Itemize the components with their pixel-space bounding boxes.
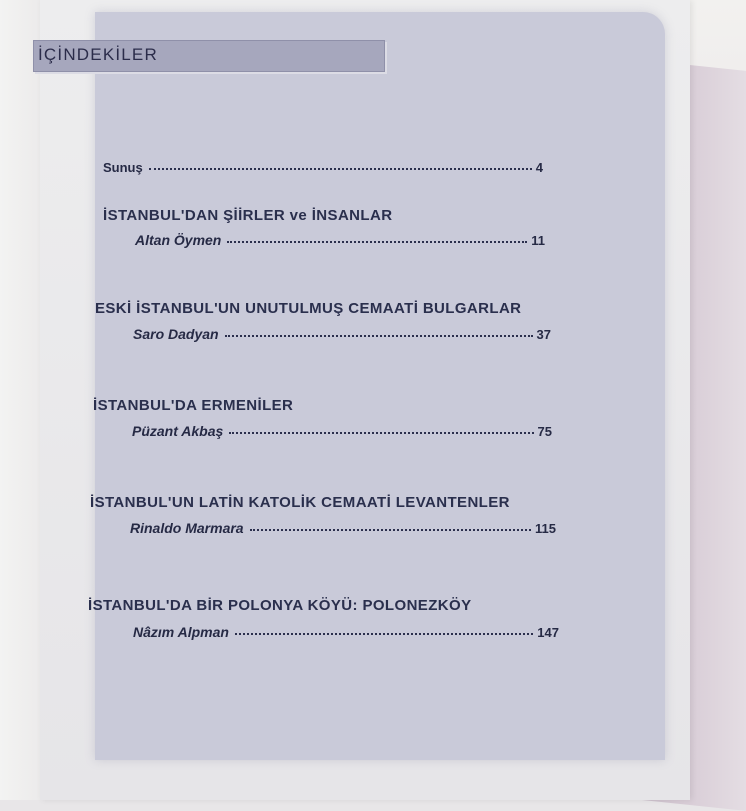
section-title[interactable]: ESKİ İSTANBUL'UN UNUTULMUŞ CEMAATİ BULGARLAR: [95, 300, 522, 317]
dot-leader: [227, 241, 527, 243]
section-title[interactable]: İSTANBUL'DAN ŞİİRLER ve İNSANLAR: [103, 207, 393, 224]
intro-label: Sunuş: [103, 160, 143, 175]
contents-heading: İÇİNDEKİLER: [38, 45, 158, 64]
page-number: 11: [531, 233, 545, 248]
toc-entry-author[interactable]: [130, 520, 556, 536]
author-name: Rinaldo Marmara: [130, 520, 244, 536]
background-left: [0, 0, 40, 800]
author-name: Nâzım Alpman: [133, 624, 229, 640]
author-name: Altan Öymen: [135, 232, 222, 248]
toc-entry-intro[interactable]: [103, 160, 543, 175]
toc-entry-author[interactable]: [133, 624, 559, 640]
toc-entry-author[interactable]: [135, 232, 545, 248]
dot-leader: [149, 168, 532, 170]
dot-leader: [235, 633, 533, 635]
dot-leader: [229, 432, 533, 434]
dot-leader: [250, 529, 531, 531]
section-title[interactable]: İSTANBUL'UN LATİN KATOLİK CEMAATİ LEVANTENLER: [90, 494, 510, 511]
contents-panel: [95, 12, 665, 760]
toc-entry-author[interactable]: [132, 423, 552, 439]
page-number: 115: [535, 521, 556, 536]
toc-entry-author[interactable]: [133, 326, 551, 342]
section-title[interactable]: İSTANBUL'DA BİR POLONYA KÖYÜ: POLONEZKÖY: [88, 597, 472, 614]
section-title[interactable]: İSTANBUL'DA ERMENİLER: [93, 397, 294, 414]
page-number: 37: [536, 327, 551, 342]
author-name: Püzant Akbaş: [132, 423, 224, 439]
page-number: 147: [537, 625, 559, 640]
dot-leader: [225, 335, 533, 337]
page-number: 75: [537, 424, 552, 439]
page-number: 4: [535, 160, 543, 175]
author-name: Saro Dadyan: [133, 326, 219, 342]
